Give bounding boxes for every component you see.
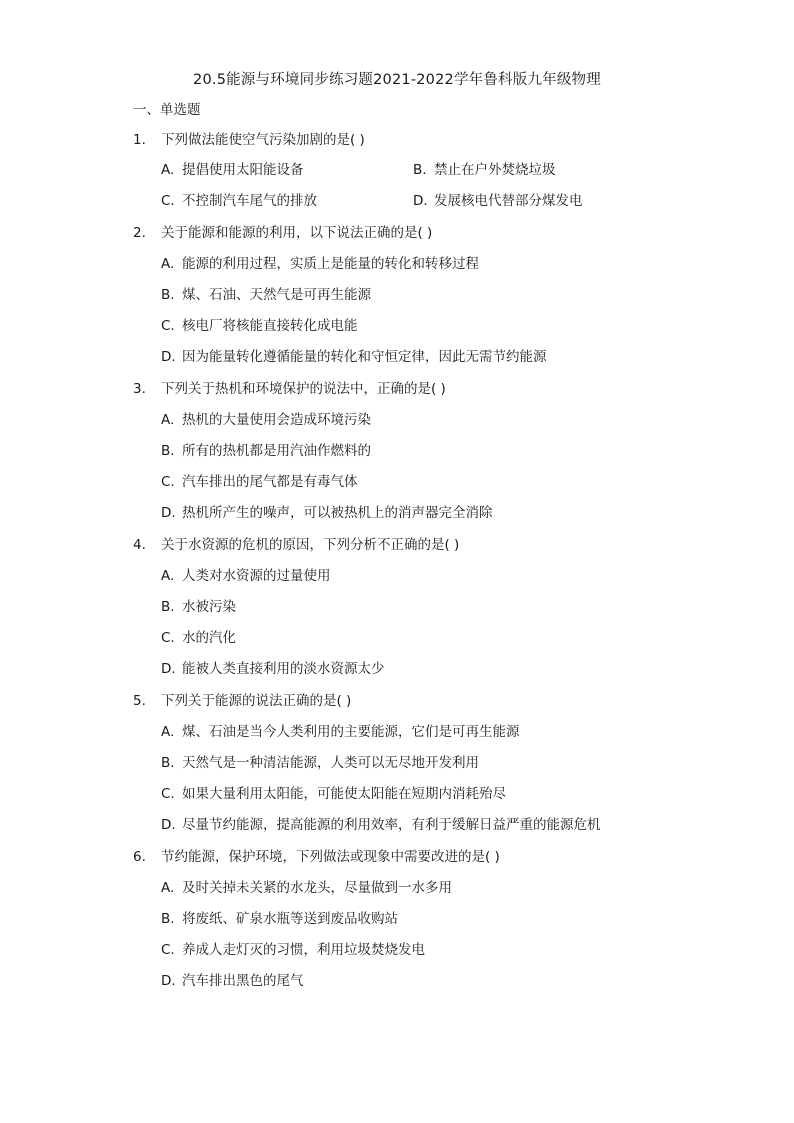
option-letter: C. (161, 630, 175, 646)
question-stem (133, 691, 653, 711)
option-text: 能被人类直接利用的淡水资源太少 (182, 661, 385, 677)
document-title: 20.5能源与环境同步练习题2021-2022学年鲁科版九年级物理 (193, 72, 601, 88)
option-item (161, 628, 236, 648)
option-text: 不控制汽车尾气的排放 (182, 193, 317, 209)
option-item (161, 659, 385, 679)
option-letter: D. (161, 349, 176, 365)
option-text: 热机的大量使用会造成环境污染 (182, 412, 371, 428)
option-item (161, 503, 493, 523)
option-text: 汽车排出黑色的尾气 (182, 973, 304, 989)
option-text: 水被污染 (182, 599, 236, 615)
option-item (161, 566, 331, 586)
option-text: 煤、石油、天然气是可再生能源 (182, 287, 371, 303)
option-text: 煤、石油是当今人类利用的主要能源，它们是可再生能源 (182, 724, 520, 740)
option-text: 水的汽化 (182, 630, 236, 646)
option-text: 提倡使用太阳能设备 (182, 162, 304, 178)
option-text: 如果大量利用太阳能，可能使太阳能在短期内消耗殆尽 (182, 786, 506, 802)
option-item (161, 597, 236, 617)
option-letter: C. (161, 318, 175, 334)
option-text: 能源的利用过程，实质上是能量的转化和转移过程 (182, 256, 479, 272)
question-number: 1. (133, 132, 146, 148)
question-stem (133, 130, 653, 150)
question-text: 关于能源和能源的利用，以下说法正确的是( ) (161, 225, 433, 241)
option-letter: C. (161, 474, 175, 490)
option-text: 将废纸、矿泉水瓶等送到废品收购站 (182, 911, 398, 927)
option-item (161, 753, 479, 773)
option-item (161, 940, 425, 960)
option-text: 核电厂将核能直接转化成电能 (182, 318, 358, 334)
question-stem (133, 535, 653, 555)
option-text: 发展核电代替部分煤发电 (434, 193, 583, 209)
option-text: 汽车排出的尾气都是有毒气体 (182, 474, 358, 490)
option-item (161, 316, 358, 336)
option-item (161, 909, 398, 929)
option-item (413, 160, 556, 180)
option-text: 所有的热机都是用汽油作燃料的 (182, 443, 371, 459)
option-item (161, 784, 506, 804)
option-letter: A. (161, 162, 175, 178)
option-letter: B. (161, 599, 175, 615)
question-stem (133, 847, 653, 867)
option-item (161, 410, 371, 430)
question-text: 关于水资源的危机的原因，下列分析不正确的是( ) (161, 537, 460, 553)
question-stem (133, 379, 653, 399)
option-letter: D. (413, 193, 428, 209)
option-item (161, 878, 452, 898)
section-heading: 一、单选题 (133, 102, 201, 118)
option-letter: C. (161, 193, 175, 209)
option-letter: A. (161, 880, 175, 896)
question-text: 下列关于能源的说法正确的是( ) (161, 693, 352, 709)
option-item (161, 971, 304, 991)
question-stem (133, 223, 653, 243)
option-letter: A. (161, 256, 175, 272)
option-text: 热机所产生的噪声，可以被热机上的消声器完全消除 (182, 505, 493, 521)
option-text: 因为能量转化遵循能量的转化和守恒定律，因此无需节约能源 (182, 349, 547, 365)
question-text: 节约能源，保护环境，下列做法或现象中需要改进的是( ) (161, 849, 500, 865)
option-text: 及时关掉未关紧的水龙头，尽量做到一水多用 (182, 880, 452, 896)
option-item (161, 722, 520, 742)
option-item (161, 254, 479, 274)
option-item (413, 191, 583, 211)
option-item (161, 347, 547, 367)
option-letter: C. (161, 786, 175, 802)
question-number: 2. (133, 225, 146, 241)
option-item (161, 160, 304, 180)
option-text: 天然气是一种清洁能源，人类可以无尽地开发利用 (182, 755, 479, 771)
option-letter: C. (161, 942, 175, 958)
option-item (161, 472, 358, 492)
question-number: 5. (133, 693, 146, 709)
question-number: 3. (133, 381, 146, 397)
option-letter: D. (161, 817, 176, 833)
option-letter: B. (161, 287, 175, 303)
option-text: 养成人走灯灭的习惯，利用垃圾焚烧发电 (182, 942, 425, 958)
option-letter: A. (161, 412, 175, 428)
option-letter: B. (161, 911, 175, 927)
option-item (161, 815, 601, 835)
option-text: 尽量节约能源，提高能源的利用效率，有利于缓解日益严重的能源危机 (182, 817, 601, 833)
option-letter: D. (161, 505, 176, 521)
option-text: 禁止在户外焚烧垃圾 (434, 162, 556, 178)
option-letter: D. (161, 973, 176, 989)
option-letter: A. (161, 724, 175, 740)
question-number: 6. (133, 849, 146, 865)
question-number: 4. (133, 537, 146, 553)
option-letter: B. (413, 162, 427, 178)
option-item (161, 285, 371, 305)
option-letter: D. (161, 661, 176, 677)
question-text: 下列关于热机和环境保护的说法中，正确的是( ) (161, 381, 446, 397)
option-letter: B. (161, 443, 175, 459)
option-item (161, 191, 317, 211)
option-item (161, 441, 371, 461)
option-letter: B. (161, 755, 175, 771)
option-letter: A. (161, 568, 175, 584)
option-text: 人类对水资源的过量使用 (182, 568, 331, 584)
question-text: 下列做法能使空气污染加剧的是( ) (161, 132, 365, 148)
